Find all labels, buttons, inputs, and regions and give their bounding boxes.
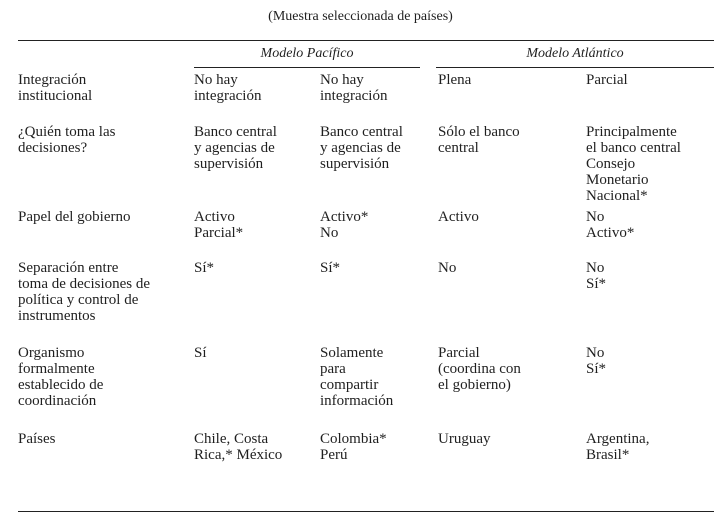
row-label: Papel del gobierno [18,209,131,225]
table-caption: (Muestra seleccionada de países) [268,9,453,24]
row-label: Integración institucional [18,72,93,104]
group-rule-atlantico [436,67,714,68]
table-cell: Banco central y agencias de supervisión [320,124,403,172]
table-cell: No [438,260,457,276]
table-row [18,345,714,431]
group-header-pacifico: Modelo Pacífico [260,46,354,61]
table-cell: Argentina, Brasil* [586,431,650,463]
table-row [18,209,714,260]
table-row [18,72,714,124]
table-cell: Activo [438,209,479,225]
row-label: Separación entre toma de decisiones de política y control de instrumentos [18,260,151,324]
group-header-atlantico: Modelo Atlántico [526,46,624,61]
table-cell: Plena [438,72,472,88]
top-rule [18,40,714,41]
row-label: ¿Quién toma las decisiones? [18,124,116,156]
table-row [18,431,714,467]
row-label: Organismo formalmente establecido de coordinación [18,345,104,409]
table-cell: No hay integración [320,72,388,104]
table-cell: Activo Parcial* [194,209,244,241]
bottom-rule [18,511,714,512]
group-rule-pacifico [194,67,420,68]
table-cell: No Sí* [586,345,607,377]
table-cell: Uruguay [438,431,491,447]
table-row [18,124,714,209]
table-cell: Solamente para compartir información [320,345,394,409]
table-cell: Parcial [586,72,628,88]
table-cell: Sí* [320,260,341,276]
table-cell: Principalmente el banco central Consejo Monetario Nacional* [586,124,681,204]
table-cell: Parcial (coordina con el gobierno) [438,345,521,393]
table-row [18,260,714,345]
table-cell: No hay integración [194,72,262,104]
table-cell: Sólo el banco central [438,124,520,156]
table-cell: Activo* No [320,209,369,241]
table-cell: Colombia* Perú [320,431,387,463]
table-cell: No Activo* [586,209,635,241]
table-cell: Sí* [194,260,215,276]
row-label: Países [18,431,56,447]
table-cell: Banco central y agencias de supervisión [194,124,277,172]
table-cell: Chile, Costa Rica,* México [194,431,283,463]
table-cell: Sí [194,345,207,361]
table-cell: No Sí* [586,260,607,292]
comparison-table [18,72,714,467]
